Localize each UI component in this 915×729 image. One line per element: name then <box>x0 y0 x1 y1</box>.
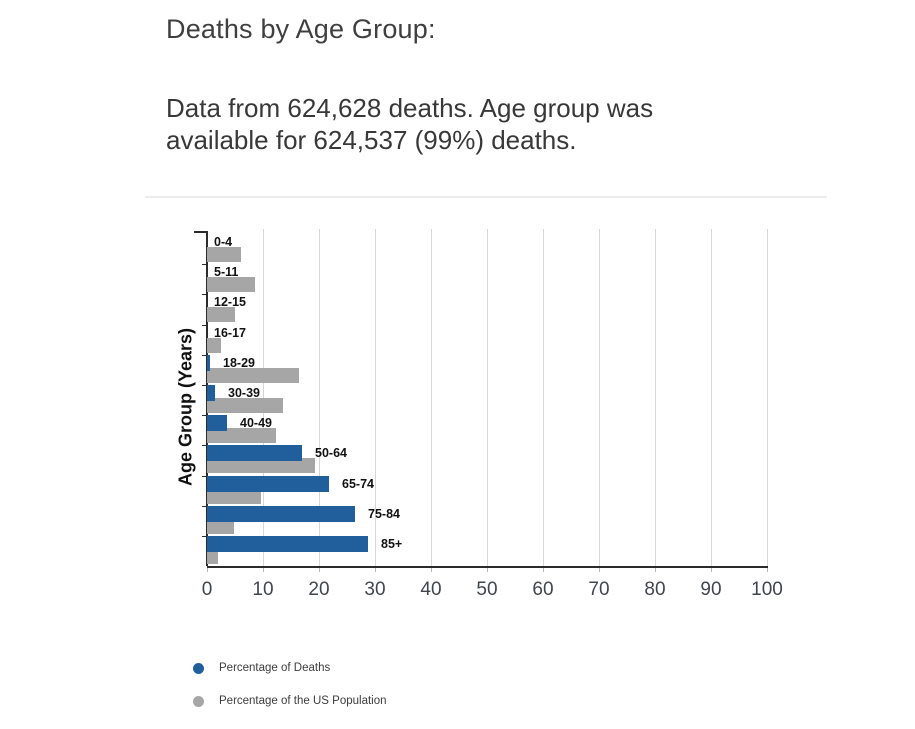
x-tick-label-80: 80 <box>644 579 666 600</box>
category-label-5-11: 5-11 <box>214 265 239 279</box>
legend-item-population <box>193 693 387 709</box>
bar-deaths-40-49 <box>207 415 227 431</box>
legend-label-deaths: Percentage of Deaths <box>219 662 331 674</box>
bar-deaths-85+ <box>207 536 368 552</box>
x-tick-label-70: 70 <box>588 579 610 600</box>
y-axis-tick-2 <box>202 294 207 295</box>
x-tick-label-100: 100 <box>751 579 783 600</box>
category-label-12-15: 12-15 <box>214 295 246 309</box>
x-tick-label-50: 50 <box>476 579 498 600</box>
category-label-18-29: 18-29 <box>223 356 255 370</box>
gridline-x-90 <box>711 229 712 566</box>
category-label-30-39: 30-39 <box>228 386 260 400</box>
x-tick-label-90: 90 <box>700 579 722 600</box>
bar-deaths-75-84 <box>207 506 355 522</box>
category-label-75-84: 75-84 <box>368 507 400 521</box>
x-tick-label-60: 60 <box>532 579 554 600</box>
category-label-50-64: 50-64 <box>315 446 347 460</box>
y-axis-tick-1 <box>202 264 207 265</box>
page-title: Deaths by Age Group: <box>166 14 436 44</box>
bar-deaths-30-39 <box>207 385 215 401</box>
gridline-x-50 <box>487 229 488 566</box>
bar-deaths-65-74 <box>207 476 329 492</box>
x-tick-label-10: 10 <box>252 579 274 600</box>
x-tick-label-40: 40 <box>420 579 442 600</box>
legend-label-population: Percentage of the US Population <box>219 695 387 707</box>
y-axis-tick-3 <box>202 325 207 326</box>
x-axis-line <box>207 566 768 568</box>
y-axis-title: Age Group (Years) <box>175 327 196 487</box>
gridline-x-40 <box>431 229 432 566</box>
page-subtitle: Data from 624,628 deaths. Age group was available for 624,537 (99%) deaths. <box>166 93 654 155</box>
category-label-40-49: 40-49 <box>240 416 272 430</box>
category-label-85+: 85+ <box>381 537 403 551</box>
legend-item-deaths <box>193 660 330 676</box>
gridline-x-60 <box>543 229 544 566</box>
category-label-65-74: 65-74 <box>342 477 374 491</box>
gridline-x-80 <box>655 229 656 566</box>
gridline-x-70 <box>599 229 600 566</box>
population-legend-dot-icon <box>193 696 204 707</box>
x-tick-label-20: 20 <box>308 579 330 600</box>
deaths-legend-dot-icon <box>193 663 204 674</box>
x-tick-label-0: 0 <box>201 579 213 600</box>
x-tick-label-30: 30 <box>364 579 386 600</box>
bar-deaths-50-64 <box>207 445 302 461</box>
category-label-0-4: 0-4 <box>214 235 233 249</box>
bar-deaths-18-29 <box>207 355 210 371</box>
y-axis-top-cap <box>194 231 207 233</box>
category-label-16-17: 16-17 <box>214 326 246 340</box>
gridline-x-100 <box>767 229 768 566</box>
